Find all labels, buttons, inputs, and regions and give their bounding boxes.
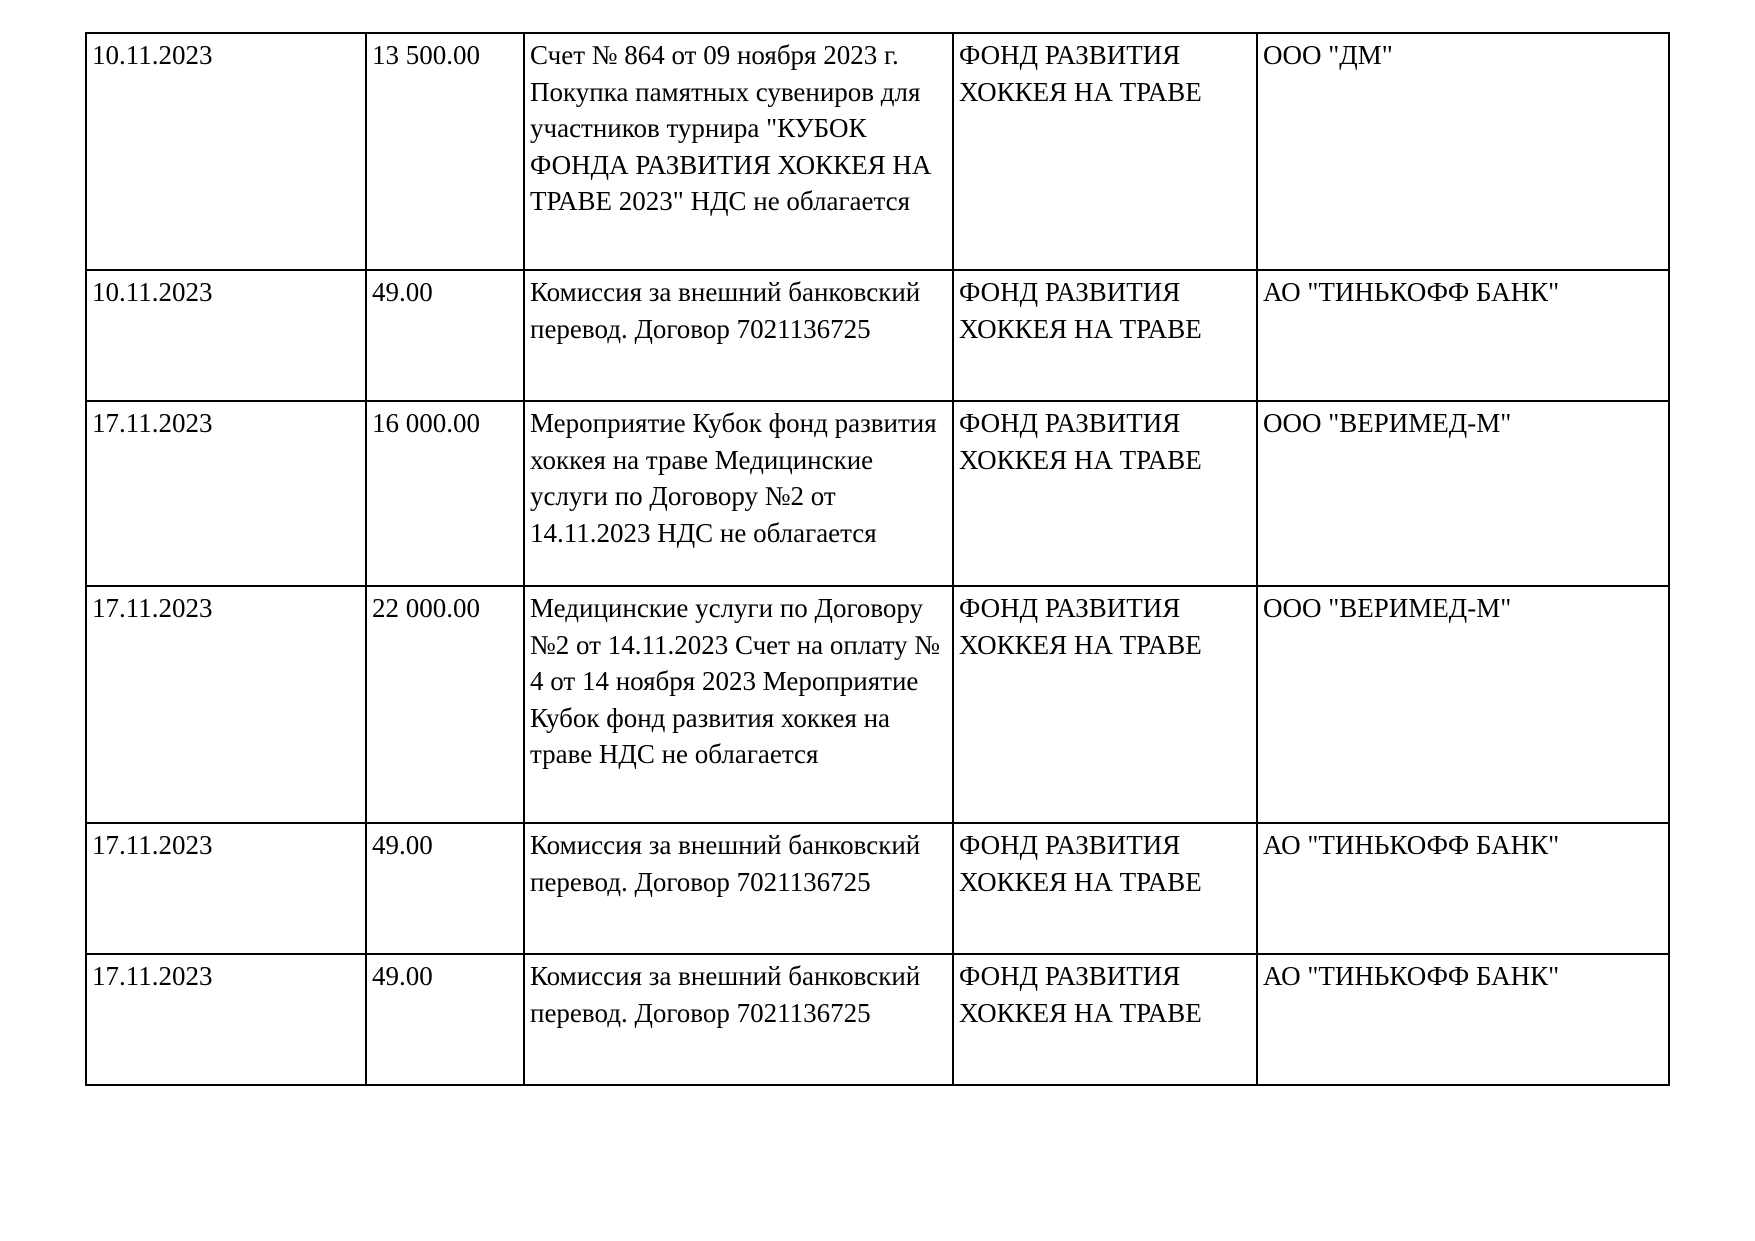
table-row (86, 823, 1669, 954)
amount-cell: 22 000.00 (366, 586, 524, 823)
payer-cell: ФОНД РАЗВИТИЯ ХОККЕЯ НА ТРАВЕ (953, 954, 1257, 1085)
payer-cell: ФОНД РАЗВИТИЯ ХОККЕЯ НА ТРАВЕ (953, 33, 1257, 270)
date-cell: 10.11.2023 (86, 270, 366, 401)
purpose-cell: Медицинские услуги по Договору №2 от 14.11.2023 Счет на оплату № 4 от 14 ноября 2023 Мероприятие Кубок фонд развития хоккея на траве НДС не облагается (524, 586, 953, 823)
payer-cell: ФОНД РАЗВИТИЯ ХОККЕЯ НА ТРАВЕ (953, 401, 1257, 586)
payer-cell: ФОНД РАЗВИТИЯ ХОККЕЯ НА ТРАВЕ (953, 823, 1257, 954)
date-cell: 10.11.2023 (86, 33, 366, 270)
amount-cell: 13 500.00 (366, 33, 524, 270)
payer-cell: ФОНД РАЗВИТИЯ ХОККЕЯ НА ТРАВЕ (953, 586, 1257, 823)
purpose-cell: Счет № 864 от 09 ноября 2023 г. Покупка памятных сувениров для участников турнира "КУБОК ФОНДА РАЗВИТИЯ ХОККЕЯ НА ТРАВЕ 2023" НДС не облагается (524, 33, 953, 270)
payer-cell: ФОНД РАЗВИТИЯ ХОККЕЯ НА ТРАВЕ (953, 270, 1257, 401)
recipient-cell: ООО "ВЕРИМЕД-М" (1257, 586, 1669, 823)
table-row (86, 586, 1669, 823)
recipient-cell: АО "ТИНЬКОФФ БАНК" (1257, 270, 1669, 401)
date-cell: 17.11.2023 (86, 823, 366, 954)
table-row (86, 954, 1669, 1085)
transactions-table (85, 32, 1670, 1086)
recipient-cell: АО "ТИНЬКОФФ БАНК" (1257, 954, 1669, 1085)
amount-cell: 49.00 (366, 823, 524, 954)
purpose-cell: Комиссия за внешний банковский перевод. Договор 7021136725 (524, 270, 953, 401)
date-cell: 17.11.2023 (86, 586, 366, 823)
table-row (86, 33, 1669, 270)
table-row (86, 270, 1669, 401)
date-cell: 17.11.2023 (86, 401, 366, 586)
purpose-cell: Мероприятие Кубок фонд развития хоккея на траве Медицинские услуги по Договору №2 от 14.11.2023 НДС не облагается (524, 401, 953, 586)
recipient-cell: ООО "ВЕРИМЕД-М" (1257, 401, 1669, 586)
transactions-table-body (86, 33, 1669, 1085)
amount-cell: 49.00 (366, 954, 524, 1085)
recipient-cell: АО "ТИНЬКОФФ БАНК" (1257, 823, 1669, 954)
table-row (86, 401, 1669, 586)
purpose-cell: Комиссия за внешний банковский перевод. Договор 7021136725 (524, 823, 953, 954)
amount-cell: 49.00 (366, 270, 524, 401)
date-cell: 17.11.2023 (86, 954, 366, 1085)
recipient-cell: ООО "ДМ" (1257, 33, 1669, 270)
amount-cell: 16 000.00 (366, 401, 524, 586)
purpose-cell: Комиссия за внешний банковский перевод. Договор 7021136725 (524, 954, 953, 1085)
